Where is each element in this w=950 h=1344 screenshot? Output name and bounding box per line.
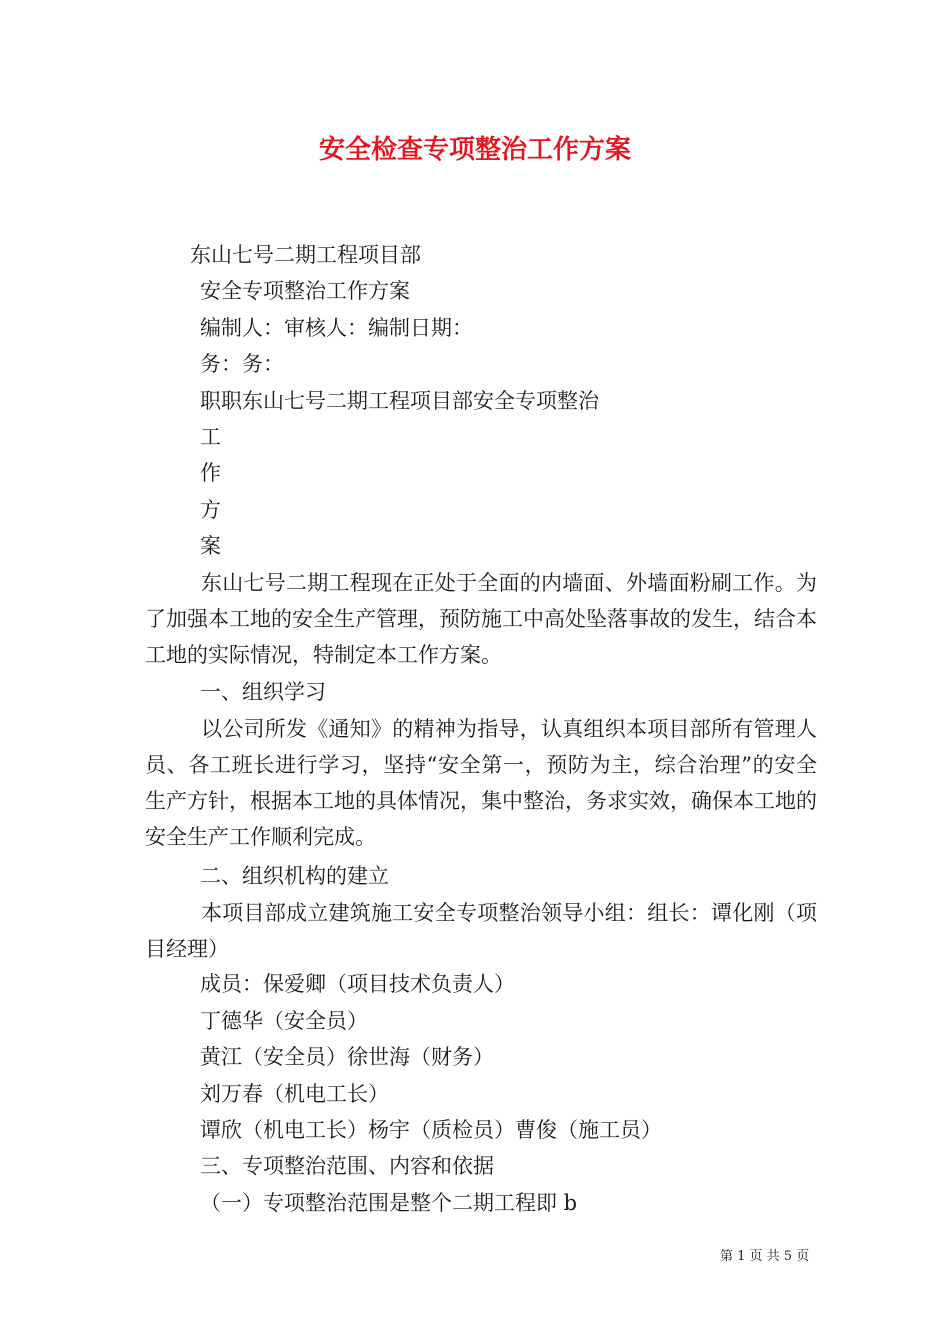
section3-item1: （一）专项整治范围是整个二期工程即 b [200, 1191, 578, 1215]
member-line: 黄江（安全员）徐世海（财务） [200, 1045, 494, 1069]
section1-heading: 一、组织学习 [200, 680, 326, 704]
header-line-project: 东山七号二期工程项目部 [190, 243, 421, 267]
member-line: 丁德华（安全员） [200, 1009, 368, 1033]
intro-paragraph: 东山七号二期工程现在正处于全面的内墙面、外墙面粉刷工作。为了加强本工地的安全生产管理，预防施工中高处坠落事故的发生，结合本工地的实际情况，特制定本工作方案。 [145, 571, 817, 667]
vertical-char: 工 [200, 425, 221, 449]
header-line-plan: 安全专项整治工作方案 [200, 279, 410, 303]
member-line: 成员：保爱卿（项目技术负责人） [200, 972, 515, 996]
member-line: 刘万春（机电工长） [200, 1082, 389, 1106]
vertical-char: 案 [200, 534, 221, 558]
member-line: 谭欣（机电工长）杨宇（质检员）曹俊（施工员） [200, 1118, 662, 1142]
header-line-duties: 务：务： [200, 352, 284, 376]
page-number: 第 1 页 共 5 页 [720, 1249, 810, 1264]
section1-paragraph: 以公司所发《通知》的精神为指导，认真组织本项目部所有管理人员、各工班长进行学习，坚持“安全第一，预防为主，综合治理”的安全生产方针，根据本工地的具体情况，集中整治，务求实效，确保本工地的安全生产工作顺利完成。 [145, 717, 817, 849]
header-line-editors: 编制人：审核人：编制日期： [200, 316, 473, 340]
vertical-char: 方 [200, 498, 221, 522]
vertical-char: 作 [200, 461, 221, 485]
section3-heading: 三、专项整治范围、内容和依据 [200, 1154, 494, 1178]
document-title: 安全检查专项整治工作方案 [318, 135, 631, 165]
section2-paragraph: 本项目部成立建筑施工安全专项整治领导小组：组长：谭化刚（项目经理） [145, 901, 817, 961]
section2-heading: 二、组织机构的建立 [200, 864, 389, 888]
header-line-position: 职职东山七号二期工程项目部安全专项整治 [200, 389, 599, 413]
